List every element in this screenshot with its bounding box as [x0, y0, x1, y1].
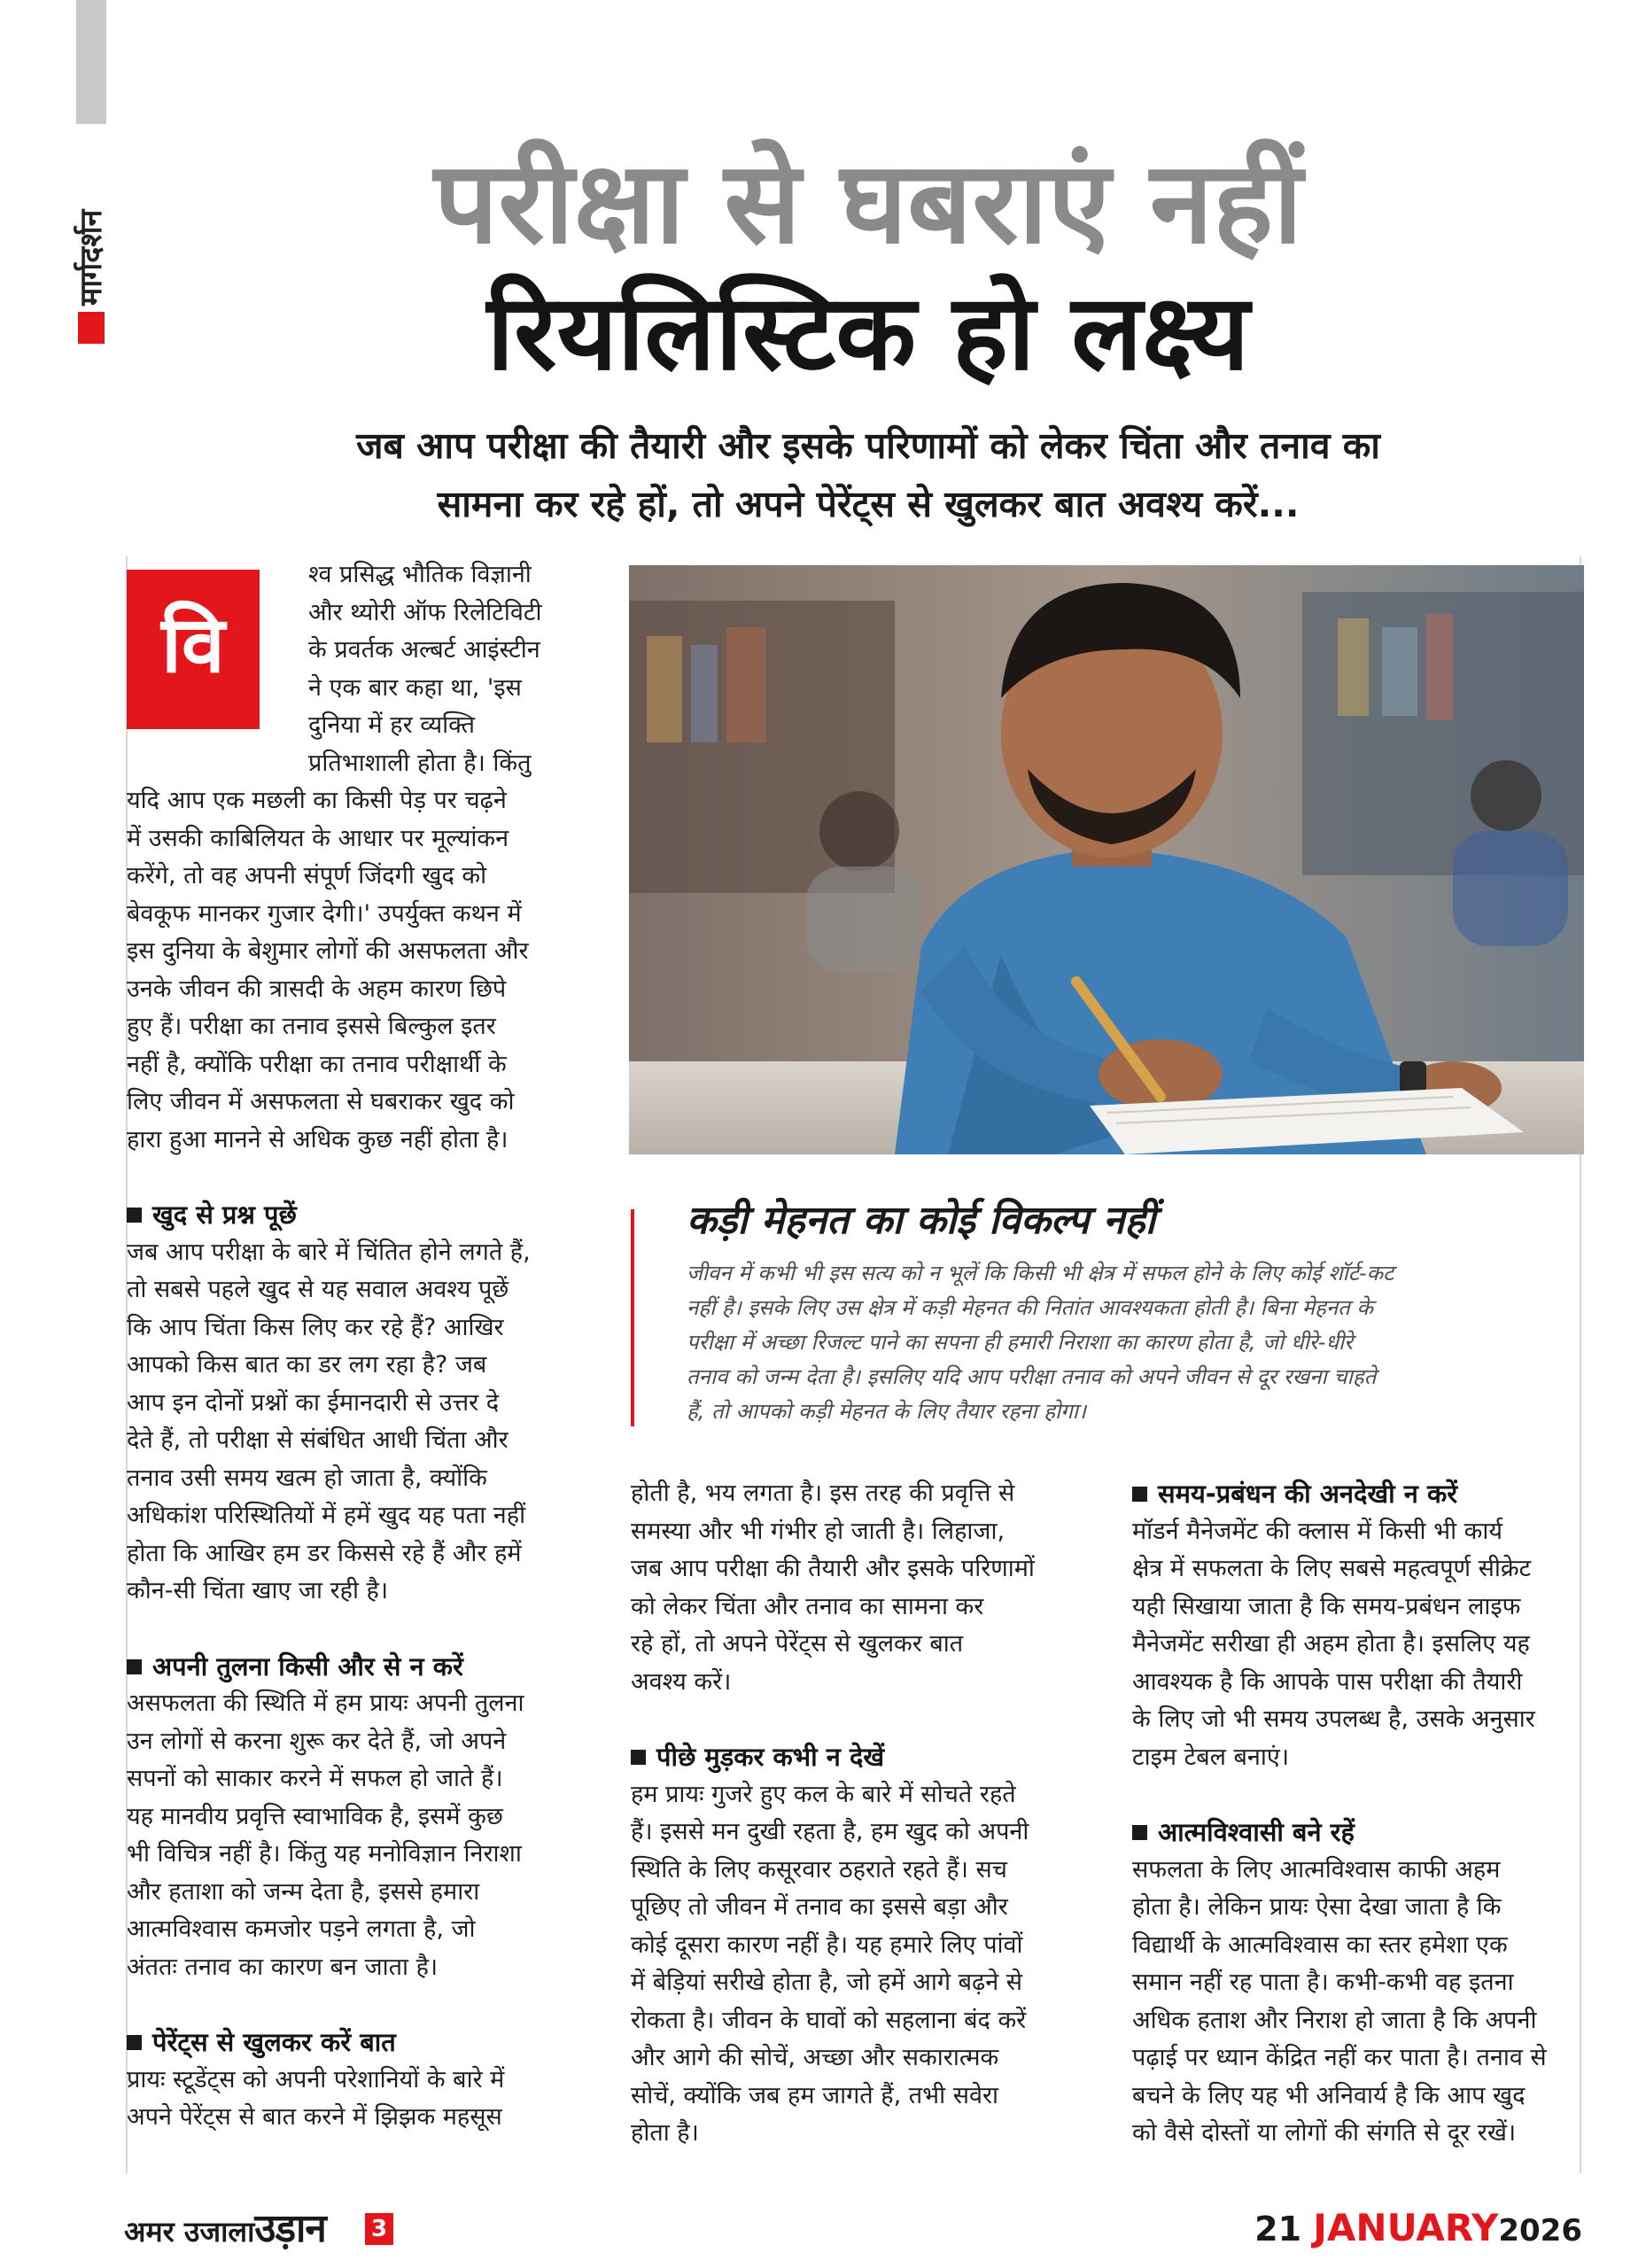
section-heading-text: पेरेंट्स से खुलकर करें बात	[152, 2027, 396, 2057]
intro-line: हारा हुआ मानने से अधिक कुछ नहीं होता है।	[127, 1125, 509, 1153]
body-line: कौन-सी चिंता खाए जा रही है।	[127, 1577, 389, 1604]
pull-quote-line: नहीं है। इसके लिए उस क्षेत्र में कड़ी मेहनत की नितांत आवश्यकता होती है। बिना मेहनत के	[687, 1295, 1373, 1320]
body-line: जब आप परीक्षा के बारे में चिंतित होने लगते हैं,	[127, 1238, 531, 1266]
intro-beside-dropcap	[308, 556, 609, 782]
body-line: सफलता के लिए आत्मविश्वास काफी अहम	[1132, 1855, 1501, 1884]
pull-quote-line: जीवन में कभी भी इस सत्य को न भूलें कि किसी भी क्षेत्र में सफल होने के लिए कोई शॉर्ट-कट	[687, 1261, 1394, 1285]
pull-quote-line: हैं, तो आपको कड़ी मेहनत के लिए तैयार रहना होगा।	[687, 1399, 1087, 1424]
section-heading-text: खुद से प्रश्न पूछें	[152, 1200, 297, 1230]
body-line: क्षेत्र में सफलता के लिए सबसे महत्वपूर्ण सीक्रेट	[1132, 1555, 1532, 1582]
body-line: और हताशा को जन्म देता है, इससे हमारा	[127, 1877, 480, 1906]
drop-cap: वि	[127, 570, 260, 729]
body-line: मैनेजमेंट सरीखा ही अहम होता है। इसलिए यह	[1132, 1630, 1530, 1658]
body-line: अपने पेरेंट्स से बात करने में झिझक महसूस	[127, 2103, 502, 2131]
logo-big-text: उड़ान	[254, 2206, 326, 2251]
body-line: पूछिए तो जीवन में तनाव का इससे बड़ा और	[631, 1893, 1008, 1921]
body-line: पढ़ाई पर ध्यान केंद्रित नहीं कर पाता है। तनाव से	[1132, 2044, 1547, 2071]
body-line: होती है, भय लगता है। इस तरह की प्रवृत्ति से	[631, 1480, 1015, 1507]
pull-quote-line: तनाव को जन्म देता है। इसलिए यदि आप परीक्षा तनाव को अपने जीवन से दूर रखना चाहते	[687, 1364, 1377, 1389]
intro-line: उनके जीवन की त्रासदी के अहम कारण छिपे	[127, 975, 507, 1003]
body-line: रोकता है। जीवन के घावों को सहलाना बंद करें	[631, 2006, 1027, 2034]
bullet-square-icon	[631, 1750, 646, 1765]
body-line: आप इन दोनों प्रश्नों का ईमानदारी से उत्तर दे	[127, 1388, 500, 1417]
body-line: को वैसे दोस्तों या लोगों की संगति से दूर रखें।	[1132, 2119, 1517, 2147]
standfirst	[204, 416, 1533, 533]
intro-line: इस दुनिया के बेशुमार लोगों की असफलता और	[127, 937, 529, 965]
page-number: 3	[365, 2213, 393, 2245]
intro-line: में उसकी काबिलियत के आधार पर मूल्यांकन	[127, 824, 509, 852]
date-day: 21	[1254, 2210, 1302, 2249]
intro-line: बेवकूफ मानकर गुजार देगी।' उपर्युक्त कथन में	[127, 899, 522, 928]
section-heading-text: आत्मविश्वासी बने रहें	[1158, 1817, 1355, 1847]
body-line: होता है। लेकिन प्रायः ऐसा देखा जाता है कि	[1132, 1893, 1502, 1921]
intro-line: श्व प्रसिद्ध भौतिक विज्ञानी	[308, 561, 532, 588]
body-line: अधिक हताश और निराश हो जाता है कि अपनी	[1132, 2006, 1537, 2034]
body-line: होता कि आखिर हम डर किससे रहे हैं और हमें	[127, 1539, 522, 1567]
middle-column	[631, 1475, 1109, 2153]
date-year: 2026	[1498, 2213, 1582, 2249]
body-line: आपको किस बात का डर लग रहा है? जब	[127, 1351, 487, 1379]
section-heading	[631, 1738, 1109, 1776]
body-line: यह मानवीय प्रवृत्ति स्वाभाविक है, इसमें कुछ	[127, 1802, 503, 1830]
body-line: आवश्यक है कि आपके पास परीक्षा की तैयारी	[1132, 1667, 1523, 1696]
headline-line-1: परीक्षा से घबराएं नहीं	[433, 137, 1303, 269]
date-month: JANUARY	[1313, 2206, 1499, 2249]
body-line: कि आप चिंता किस लिए कर रहे हैं? आखिर	[127, 1313, 504, 1341]
intro-line: लिए जीवन में असफलता से घबराकर खुद को	[127, 1088, 515, 1115]
section-heading	[127, 1648, 609, 1686]
section-heading	[1132, 1475, 1580, 1513]
body-line: कोई दूसरा कारण नहीं है। यह हमारे लिए पांवों	[631, 1930, 1023, 1959]
section-heading	[1132, 1814, 1580, 1852]
intro-line: यदि आप एक मछली का किसी पेड़ पर चढ़ने	[127, 787, 507, 814]
standfirst-line-1: जब आप परीक्षा की तैयारी और इसके परिणामों को लेकर चिंता और तनाव का	[356, 424, 1380, 467]
body-line: स्थिति के लिए कसूरवार ठहराते रहते हैं। सच	[631, 1855, 1007, 1884]
section-heading-text: समय-प्रबंधन की अनदेखी न करें	[1158, 1479, 1458, 1509]
issue-date	[1254, 2206, 1582, 2253]
pull-quote-text	[687, 1256, 1550, 1429]
body-line: यही सिखाया जाता है कि समय-प्रबंधन लाइफ	[1132, 1592, 1521, 1620]
body-line: होता है।	[631, 2119, 699, 2147]
section-tag-label: मार्गदर्शन	[74, 209, 109, 306]
standfirst-line-2: सामना कर रहे हों, तो अपने पेरेंट्स से खुलकर बात अवश्य करें...	[437, 483, 1300, 525]
body-line: असफलता की स्थिति में हम प्रायः अपनी तुलना	[127, 1689, 524, 1717]
section-tag-bar	[76, 0, 106, 124]
body-line: विद्यार्थी के आत्मविश्वास का स्तर हमेशा एक	[1132, 1930, 1508, 1959]
section-heading-text: अपनी तुलना किसी और से न करें	[152, 1651, 463, 1682]
intro-line: नहीं है, क्योंकि परीक्षा का तनाव परीक्षार्थी के	[127, 1050, 507, 1078]
intro-line: और थ्योरी ऑफ रिलेटिविटी	[308, 598, 542, 626]
body-line: मॉडर्न मैनेजमेंट की क्लास में किसी भी कार्य	[1132, 1517, 1503, 1545]
intro-line: करेंगे, तो वह अपनी संपूर्ण जिंदगी खुद को	[127, 862, 487, 889]
body-line: समान नहीं रह पाता है। कभी-कभी वह इतना	[1132, 1969, 1514, 1996]
section-heading	[127, 2023, 609, 2062]
body-line: अंततः तनाव का कारण बन जाता है।	[127, 1953, 439, 1981]
pull-quote-line: परीक्षा में अच्छा रिजल्ट पाने का सपना ही हमारी निराशा का कारण होता है, जो धीरे-धीरे	[687, 1330, 1354, 1355]
intro-line: प्रतिभाशाली होता है। किंतु	[308, 749, 532, 777]
body-line: में बेड़ियां सरीखे होता है, जो हमें आगे बढ़ने से	[631, 1969, 1023, 1996]
intro-line: के प्रवर्तक अल्बर्ट आइंस्टीन	[308, 636, 540, 664]
body-line: तो सबसे पहले खुद से यह सवाल अवश्य पूछें	[127, 1276, 509, 1303]
body-line: हम प्रायः गुजरे हुए कल के बारे में सोचते रहते	[631, 1780, 1016, 1808]
body-line: को लेकर चिंता और तनाव का सामना कर	[631, 1592, 984, 1620]
logo-small-text: अमर उजाला	[124, 2215, 255, 2249]
body-line: सोचें, क्योंकि जब हम जागते हैं, तभी सवेरा	[631, 2081, 999, 2109]
body-line: जब आप परीक्षा की तैयारी और इसके परिणामों	[631, 1555, 1035, 1582]
body-line: तनाव उसी समय खत्म हो जाता है, क्योंकि	[127, 1464, 487, 1492]
publication-logo	[124, 2206, 326, 2251]
section-heading-text: पीछे मुड़कर कभी न देखें	[656, 1742, 885, 1772]
body-line: प्रायः स्टूडेंट्स को अपनी परेशानियों के बारे में	[127, 2065, 505, 2093]
bullet-square-icon	[1132, 1487, 1147, 1502]
right-column	[1132, 1475, 1580, 2153]
bullet-square-icon	[1132, 1825, 1147, 1840]
body-line: हैं। इससे मन दुखी रहता है, हम खुद को अपनी	[631, 1818, 1029, 1845]
section-tag-marker	[78, 312, 105, 344]
body-line: सपनों को साकार करने में सफल हो जाते हैं।	[127, 1765, 503, 1792]
left-column	[127, 782, 609, 2137]
body-line: उन लोगों से करना शुरू कर देते हैं, जो अपने	[127, 1727, 507, 1755]
body-line: अवश्य करें।	[631, 1667, 732, 1696]
intro-line: ने एक बार कहा था, 'इस	[308, 673, 522, 702]
section-heading	[127, 1196, 609, 1234]
bullet-square-icon	[127, 1659, 142, 1674]
body-line: टाइम टेबल बनाएं।	[1132, 1743, 1290, 1771]
body-line: के लिए जो भी समय उपलब्ध है, उसके अनुसार	[1132, 1705, 1535, 1733]
headline-line-2: रियलिस्टिक हो लक्ष्य	[486, 271, 1250, 393]
article-photo	[629, 565, 1584, 1154]
body-line: बचने के लिए यह भी अनिवार्य है कि आप खुद	[1132, 2081, 1526, 2109]
student-writing-illustration	[629, 565, 1584, 1154]
body-line: देते हैं, तो परीक्षा से संबंधित आधी चिंता और	[127, 1426, 509, 1454]
bullet-square-icon	[127, 2035, 142, 2050]
intro-line: दुनिया में हर व्यक्ति	[308, 711, 475, 739]
intro-line: हुए हैं। परीक्षा का तनाव इससे बिल्कुल इतर	[127, 1013, 496, 1040]
body-line: और आगे की सोचें, अच्छा और सकारात्मक	[631, 2044, 999, 2071]
pull-quote-rule	[631, 1209, 634, 1426]
body-line: रहे हों, तो अपने पेरेंट्स से खुलकर बात	[631, 1630, 964, 1658]
body-line: आत्मविश्वास कमजोर पड़ने लगता है, जो	[127, 1915, 476, 1943]
body-line: अधिकांश परिस्थितियों में हमें खुद यह पता नहीं	[127, 1502, 526, 1529]
pull-quote-title: कड़ी मेहनत का कोई विकल्प नहीं	[687, 1198, 1156, 1243]
bullet-square-icon	[127, 1208, 142, 1223]
body-line: समस्या और भी गंभीर हो जाती है। लिहाजा,	[631, 1517, 1005, 1545]
body-line: भी विचित्र नहीं है। किंतु यह मनोविज्ञान निराशा	[127, 1840, 522, 1868]
